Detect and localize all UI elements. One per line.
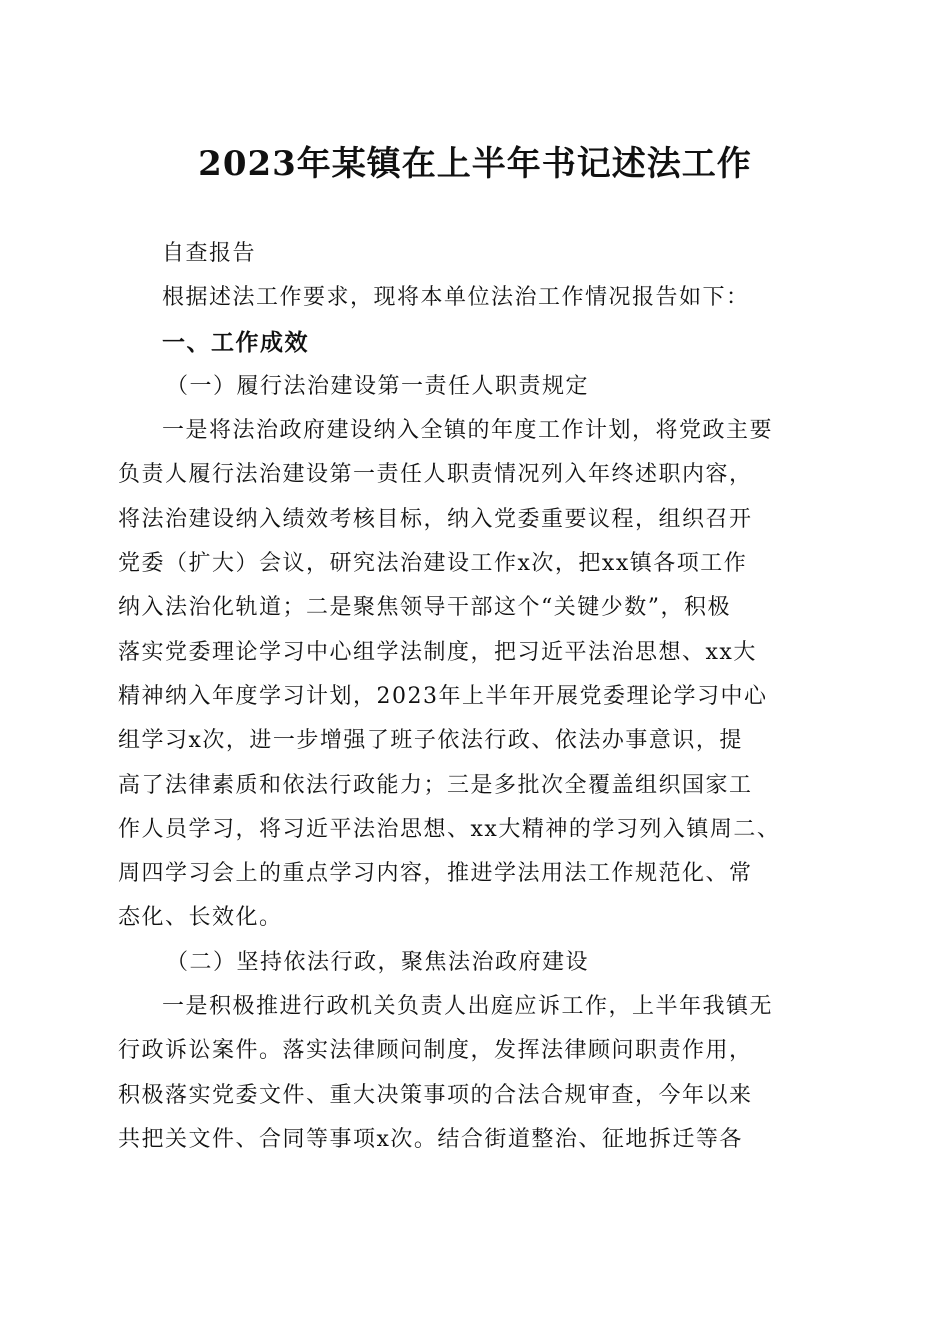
section-heading: 一、工作成效 — [162, 329, 309, 356]
paragraph-line: 周四学习会上的重点学习内容，推进学法用法工作规范化、常 — [118, 861, 753, 887]
paragraph-line: 纳入法治化轨道；二是聚焦领导干部这个“关键少数”，积极 — [118, 595, 731, 621]
paragraph-line: 作人员学习，将习近平法治思想、xx大精神的学习列入镇周二、 — [118, 816, 781, 842]
paragraph-line: 将法治建设纳入绩效考核目标，纳入党委重要议程，组织召开 — [118, 506, 753, 532]
subtitle-line: 自查报告 — [162, 241, 257, 266]
document-title: 2023年某镇在上半年书记述法工作 — [198, 144, 752, 184]
subsection-heading: （二）坚持依法行政，聚焦法治政府建设 — [166, 949, 590, 975]
intro-paragraph: 根据述法工作要求，现将本单位法治工作情况报告如下： — [162, 285, 750, 311]
paragraph-line: 高了法律素质和依法行政能力；三是多批次全覆盖组织国家工 — [118, 772, 753, 798]
paragraph-line: 行政诉讼案件。落实法律顾问制度，发挥法律顾问职责作用， — [118, 1038, 753, 1064]
paragraph-line: 党委（扩大）会议，研究法治建设工作x次，把xx镇各项工作 — [118, 551, 748, 577]
paragraph-line: 一是积极推进行政机关负责人出庭应诉工作，上半年我镇无 — [162, 994, 774, 1020]
paragraph-line: 态化、长效化。 — [118, 905, 283, 931]
paragraph-line: 负责人履行法治建设第一责任人职责情况列入年终述职内容， — [118, 462, 753, 488]
paragraph-line: 积极落实党委文件、重大决策事项的合法合规审查，今年以来 — [118, 1082, 753, 1108]
subsection-heading: （一）履行法治建设第一责任人职责规定 — [166, 373, 590, 399]
paragraph-line: 一是将法治政府建设纳入全镇的年度工作计划，将党政主要 — [162, 418, 774, 444]
document-body — [118, 232, 834, 1162]
paragraph-line: 精神纳入年度学习计划，2023年上半年开展党委理论学习中心 — [118, 683, 768, 709]
paragraph-line: 组学习x次，进一步增强了班子依法行政、依法办事意识，提 — [118, 728, 743, 754]
paragraph-line: 共把关文件、合同等事项x次。结合街道整治、征地拆迁等各 — [118, 1126, 743, 1152]
paragraph-line: 落实党委理论学习中心组学法制度，把习近平法治思想、xx大 — [118, 639, 757, 665]
